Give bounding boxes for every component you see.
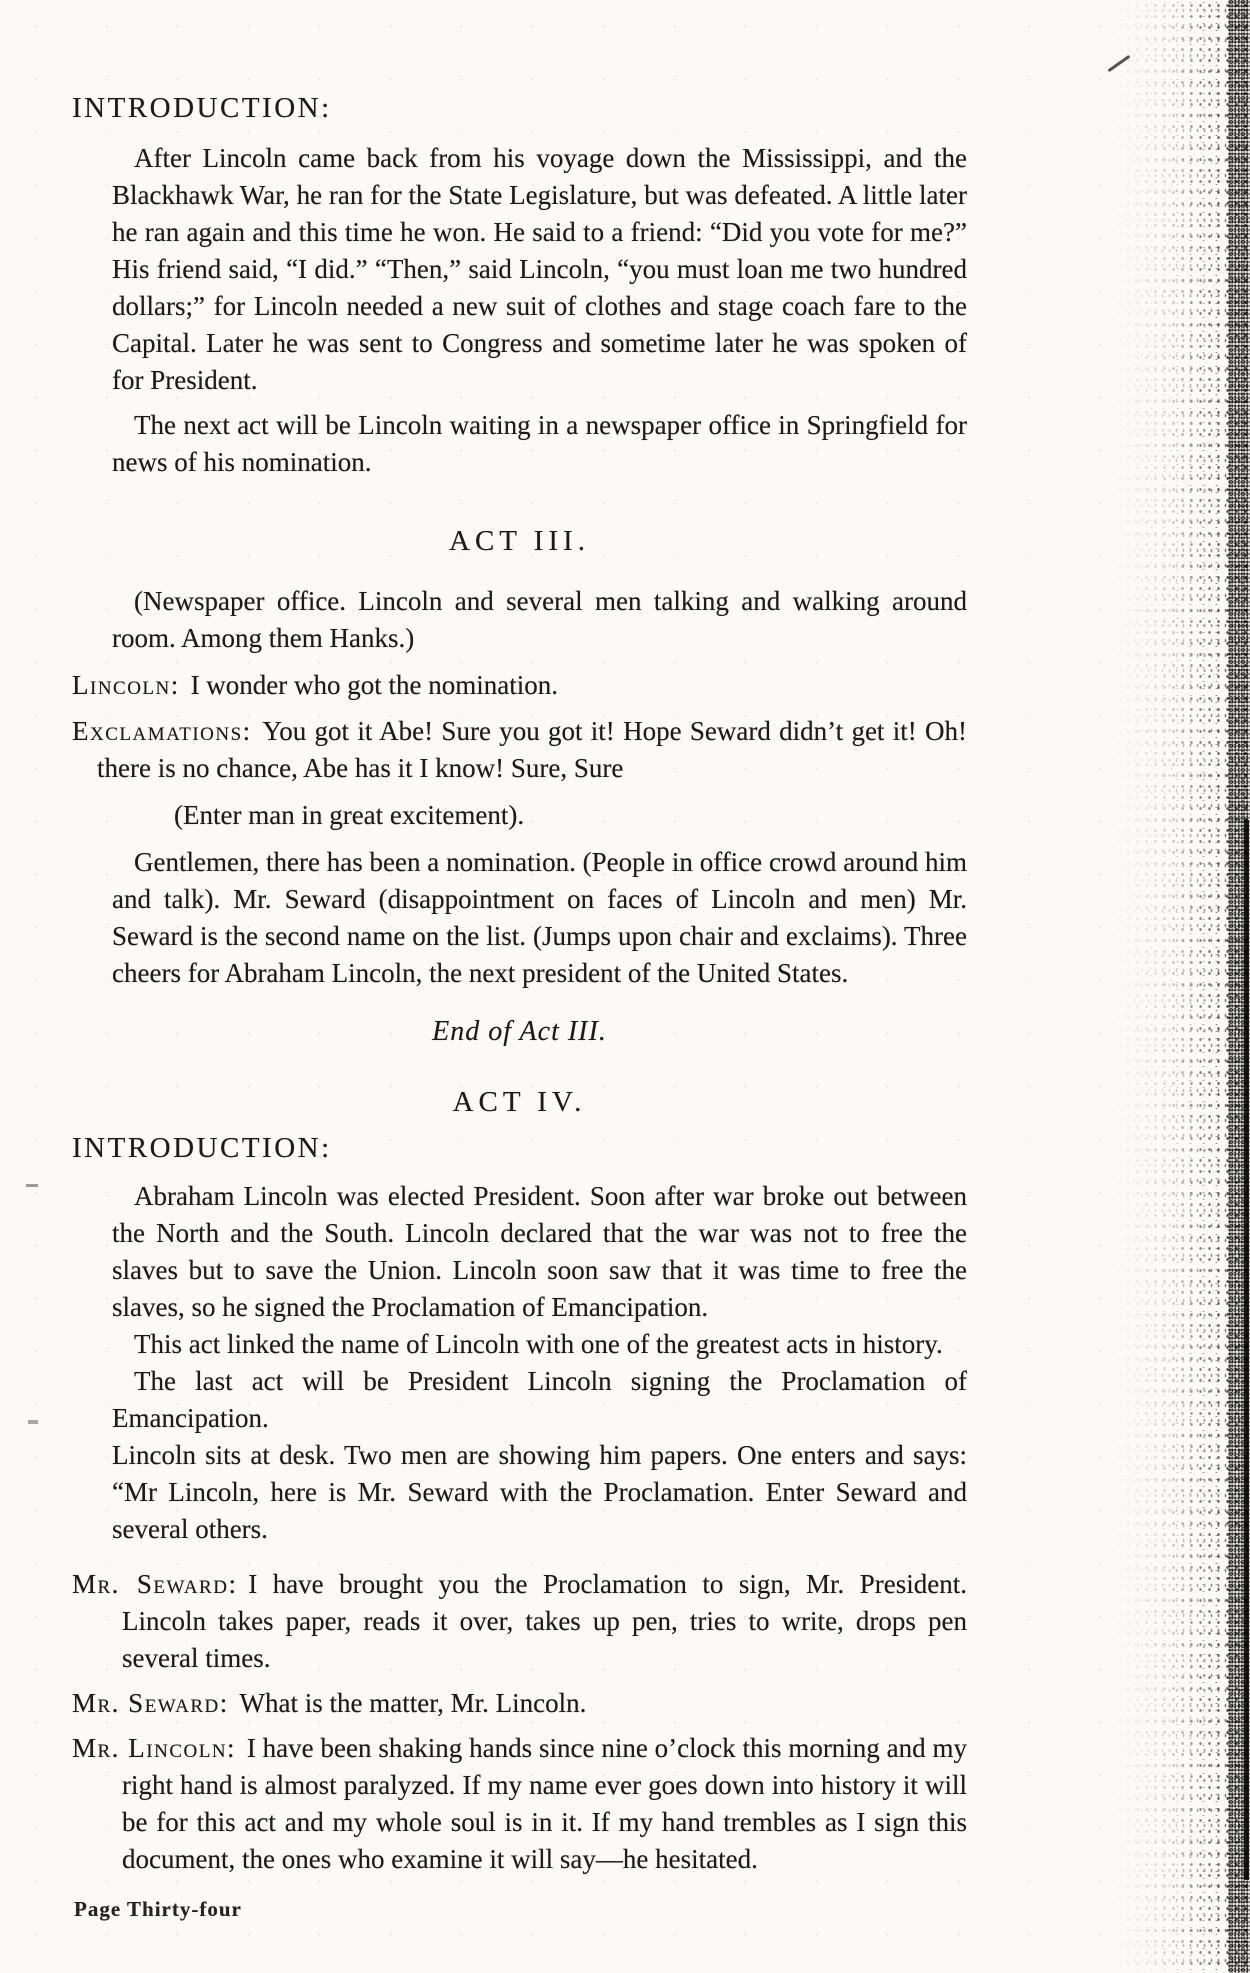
speaker-name: Mr. Lincoln: — [72, 1733, 237, 1763]
scan-dark-edge — [1228, 0, 1250, 1973]
act3-stage-direction-enter: (Enter man in great excitement). — [174, 800, 525, 830]
act3-stage-direction: (Newspaper office. Lincoln and several men talking and walking around room. Among them Hanks.) — [112, 586, 967, 653]
speaker-name: Lincoln: — [72, 670, 180, 700]
scan-noise-band — [1115, 0, 1250, 1973]
scan-artifact-dash — [26, 1184, 38, 1187]
act3-intro-paragraph-1: After Lincoln came back from his voyage down the Mississippi, and the Blackhawk War, he ran for the State Legislature, but was defeated. A little later he ran again and this time he won. He said to a friend: “Did you vote for me?” His friend said, “I did.” “Then,” said Lincoln, “you must loan me two hundred dollars;” for Lincoln needed a new suit of clothes and stage coach fare to the Capital. Later he was sent to Congress and sometime later he was spoken of for President. — [112, 143, 967, 395]
dialogue-line-seward-2 — [72, 1685, 967, 1722]
dialogue-line-exclamations — [72, 713, 967, 787]
scan-edge-line — [1244, 820, 1249, 1880]
dialogue-line-seward-1 — [72, 1566, 967, 1677]
act4-intro-paragraph-4: Lincoln sits at desk. Two men are showing him papers. One enters and says: “Mr Lincoln, here is Mr. Seward with the Proclamation. Enter Seward and several others. — [112, 1440, 967, 1544]
act4-intro-paragraph-2: This act linked the name of Lincoln with one of the greatest acts in history. — [134, 1329, 943, 1359]
dialogue-text: I have brought you the Proclamation to sign, Mr. President. Lincoln takes paper, reads it over, takes up pen, tries to write, drops pen several times. — [122, 1569, 967, 1673]
introduction-heading-act4: INTRODUCTION: — [72, 1132, 332, 1164]
act3-heading: ACT III. — [449, 525, 590, 557]
page-text-column — [72, 88, 967, 1878]
act4-heading: ACT IV. — [452, 1086, 587, 1118]
page-number-footer: Page Thirty-four — [74, 1897, 242, 1921]
dialogue-line-lincoln-final — [72, 1730, 967, 1878]
dialogue-text: You got it Abe! Sure you got it! Hope Seward didn’t get it! Oh! there is no chance, Abe has it I know! Sure, Sure — [97, 716, 967, 783]
act3-messenger-paragraph: Gentlemen, there has been a nomination. (People in office crowd around him and talk). Mr. Seward (disappointment on faces of Lincoln and men) Mr. Seward is the second name on the list. (Jumps upon chair and exclaims). Three cheers for Abraham Lincoln, the next president of the United States. — [112, 847, 967, 988]
scan-artifact-mark — [28, 1420, 38, 1424]
dialogue-text: I have been shaking hands since nine o’clock this morning and my right hand is almost paralyzed. If my name ever goes down into history it will be for this act and my whole soul is in it. If my hand trembles as I sign this document, the ones who examine it will say—he hesitated. — [122, 1733, 967, 1874]
scan-artifact-tick — [1107, 55, 1130, 72]
introduction-heading-act3: INTRODUCTION: — [72, 92, 332, 124]
act3-intro-paragraph-2: The next act will be Lincoln waiting in a newspaper office in Springfield for news of his nomination. — [112, 410, 967, 477]
end-of-act3-heading: End of Act III. — [432, 1016, 607, 1047]
dialogue-line-lincoln — [72, 667, 967, 704]
act4-intro-paragraph-3: The last act will be President Lincoln signing the Proclamation of Emancipation. — [112, 1366, 967, 1433]
dialogue-text: What is the matter, Mr. Lincoln. — [239, 1688, 587, 1718]
speaker-name: Mr. Seward: — [72, 1688, 229, 1718]
act4-intro-paragraph-1: Abraham Lincoln was elected President. Soon after war broke out between the North and the South. Lincoln declared that the war was not to free the slaves but to save the Union. Lincoln soon saw that it was time to free the slaves, so he signed the Proclamation of Emancipation. — [112, 1181, 967, 1322]
speaker-name: Mr. Seward: — [72, 1569, 238, 1599]
dialogue-text: I wonder who got the nomination. — [190, 670, 559, 700]
speaker-name: Exclamations: — [72, 716, 252, 746]
